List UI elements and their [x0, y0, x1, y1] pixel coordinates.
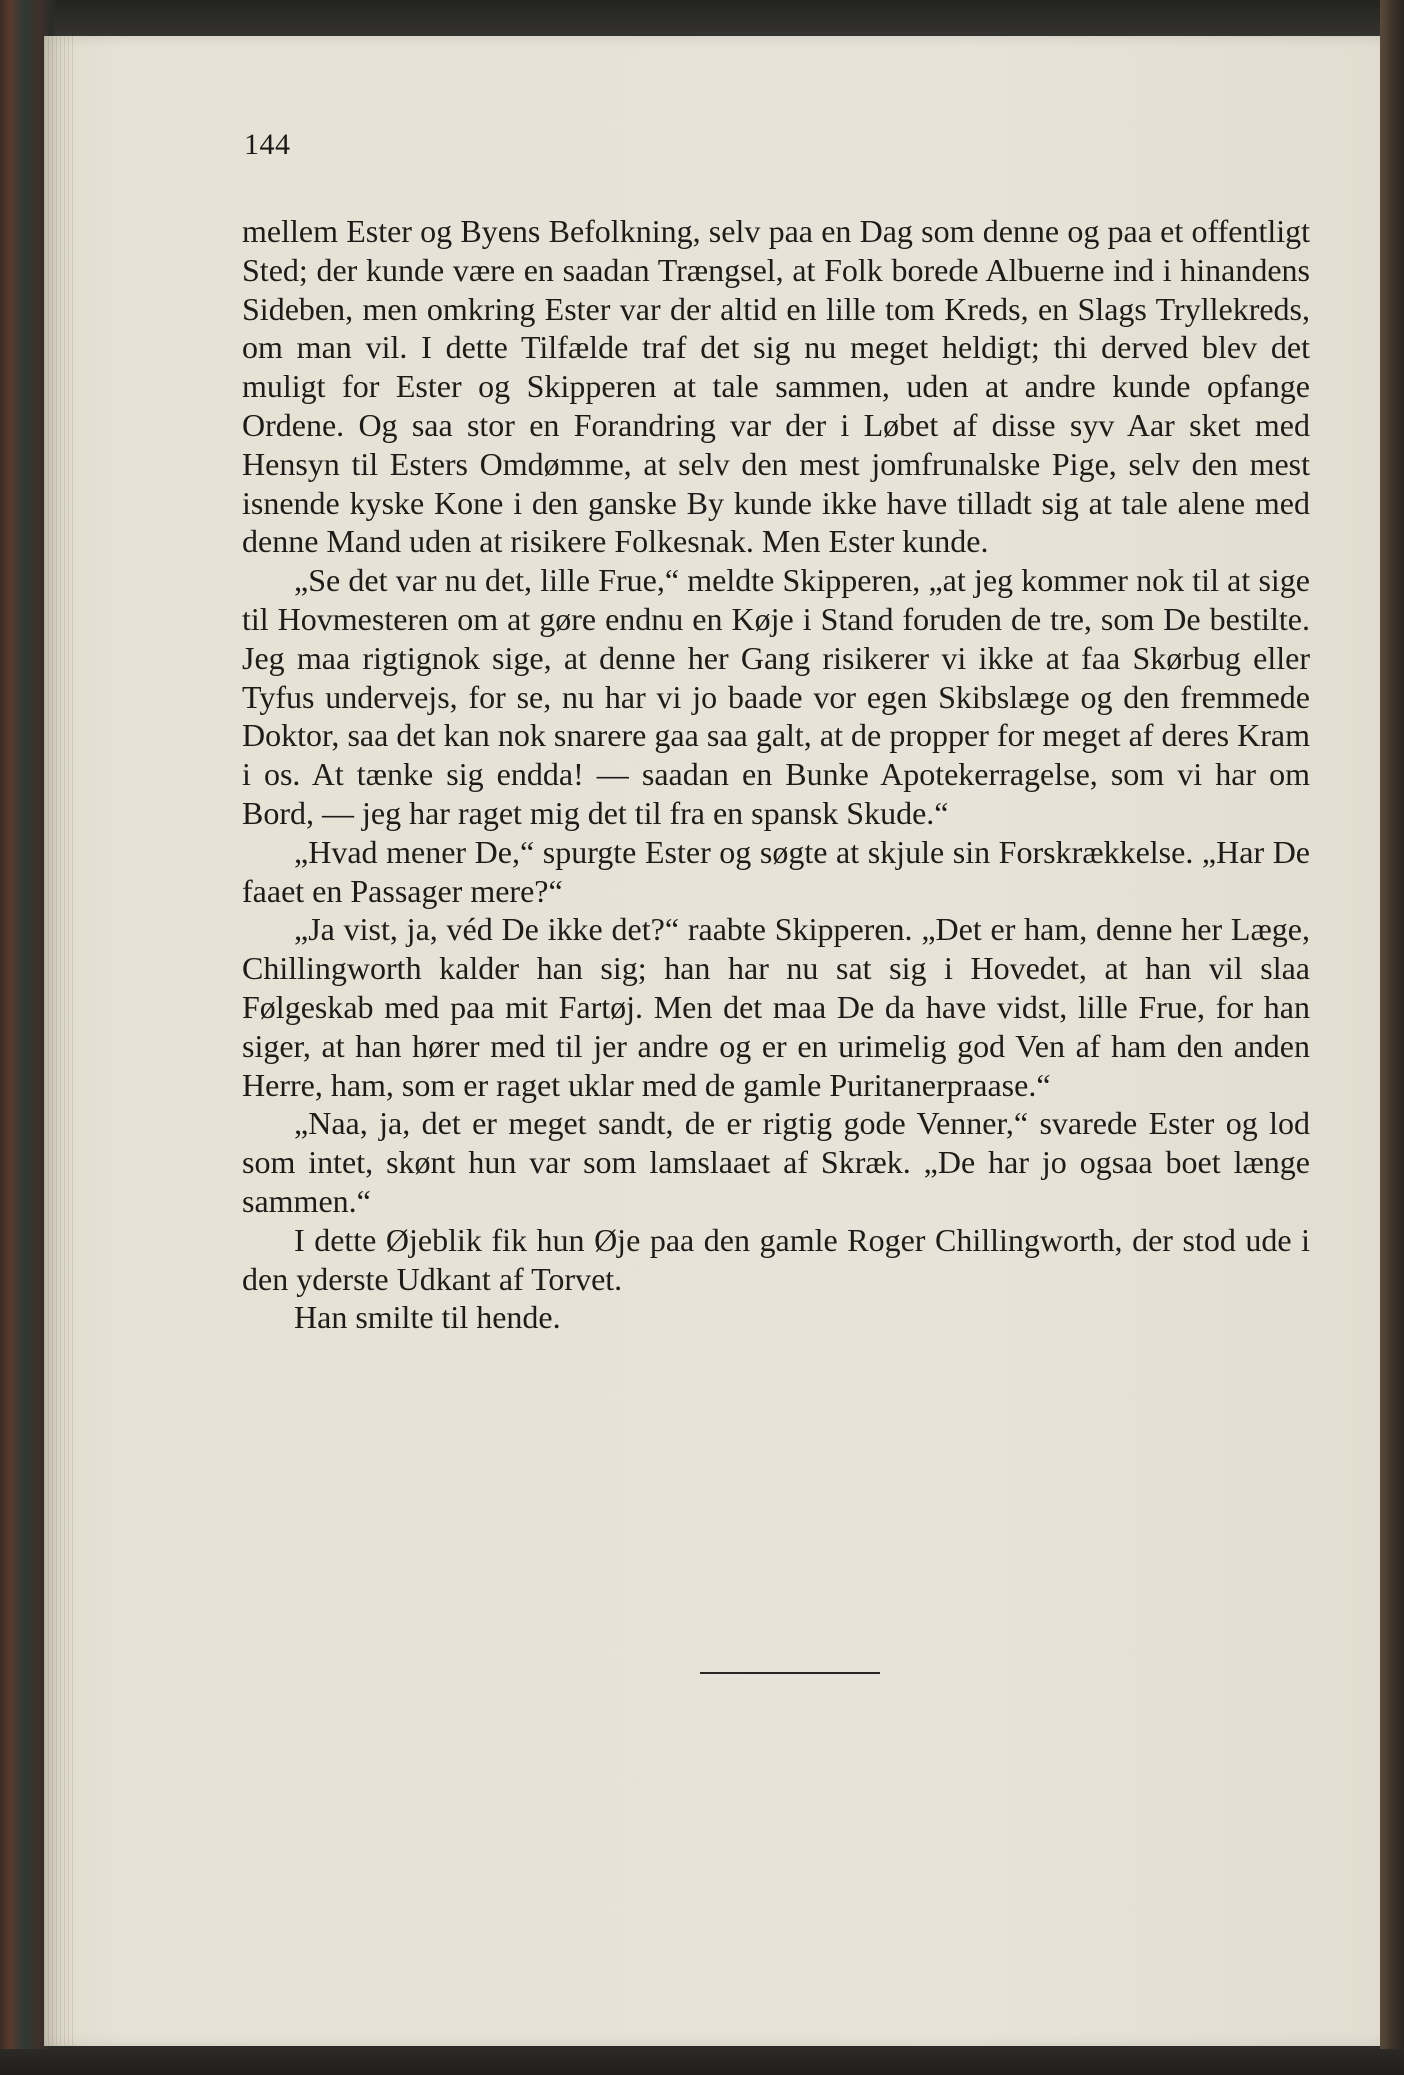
paragraph: „Se det var nu det, lille Frue,“ meldte Skipperen, „at jeg kommer nok til at sige til Hovmesteren om at gøre endnu en Køje i Stand foruden de tre, som De bestilte. Jeg maa rigtignok sige, at denne her Gang risikerer vi ikke at faa Skørbug eller Tyfus undervejs, for se, nu har vi jo baade vor egen Skibslæge og den fremmede Doktor, saa det kan nok snarere gaa saa galt, at de propper for meget af deres Kram i os. At tænke sig endda! — saadan en Bunke Apotekerragelse, som vi har om Bord, — jeg har raget mig det til fra en spansk Skude.“ — [242, 562, 1310, 831]
paragraph: „Naa, ja, det er meget sandt, de er rigtig gode Venner,“ svarede Ester og lod som intet, skønt hun var som lamslaaet af Skræk. „De har jo ogsaa boet længe sammen.“ — [242, 1105, 1310, 1219]
paragraph: mellem Ester og Byens Befolkning, selv paa en Dag som denne og paa et offentligt Sted; der kunde være en saadan Trængsel, at Folk borede Albuerne ind i hinandens Sideben, men omkring Ester var der altid en lille tom Kreds, en Slags Tryllekreds, om man vil. I dette Tilfælde traf det sig nu meget heldigt; thi derved blev det muligt for Ester og Skipperen at tale sammen, uden at andre kunde opfange Ordene. Og saa stor en Forandring var der i Løbet af disse syv Aar sket med Hensyn til Esters Omdømme, at selv den mest jomfrunalske Pige, selv den mest isnende kyske Kone i den ganske By kunde ikke have tilladt sig at tale alene med denne Mand uden at risikere Folkesnak. Men Ester kunde. — [242, 213, 1310, 560]
page-stack-edges — [44, 36, 74, 2046]
book-cover-edge — [1380, 0, 1404, 2075]
paragraph: Han smilte til hende. — [294, 1299, 561, 1336]
body-text — [242, 212, 1310, 1337]
book-bottom-edge — [0, 2049, 1404, 2075]
paragraph: „Hvad mener De,“ spurgte Ester og søgte at skjule sin Forskrækkelse. „Har De faaet en Passager mere?“ — [242, 833, 1310, 909]
page-number: 144 — [244, 128, 291, 161]
chapter-end-rule — [700, 1672, 880, 1674]
paragraph: I dette Øjeblik fik hun Øje paa den gamle Roger Chillingworth, der stod ude i den yderste Udkant af Torvet. — [242, 1221, 1310, 1297]
paragraph: „Ja vist, ja, véd De ikke det?“ raabte Skipperen. „Det er ham, denne her Læge, Chillingworth kalder han sig; han har nu sat sig i Hovedet, at han vil slaa Følgeskab med paa mit Fartøj. Men det maa De da have vidst, lille Frue, for han siger, at han hører med til jer andre og er en urimelig god Ven af ham den anden Herre, ham, som er raget uklar med de gamle Puritanerpraase.“ — [242, 911, 1310, 1103]
